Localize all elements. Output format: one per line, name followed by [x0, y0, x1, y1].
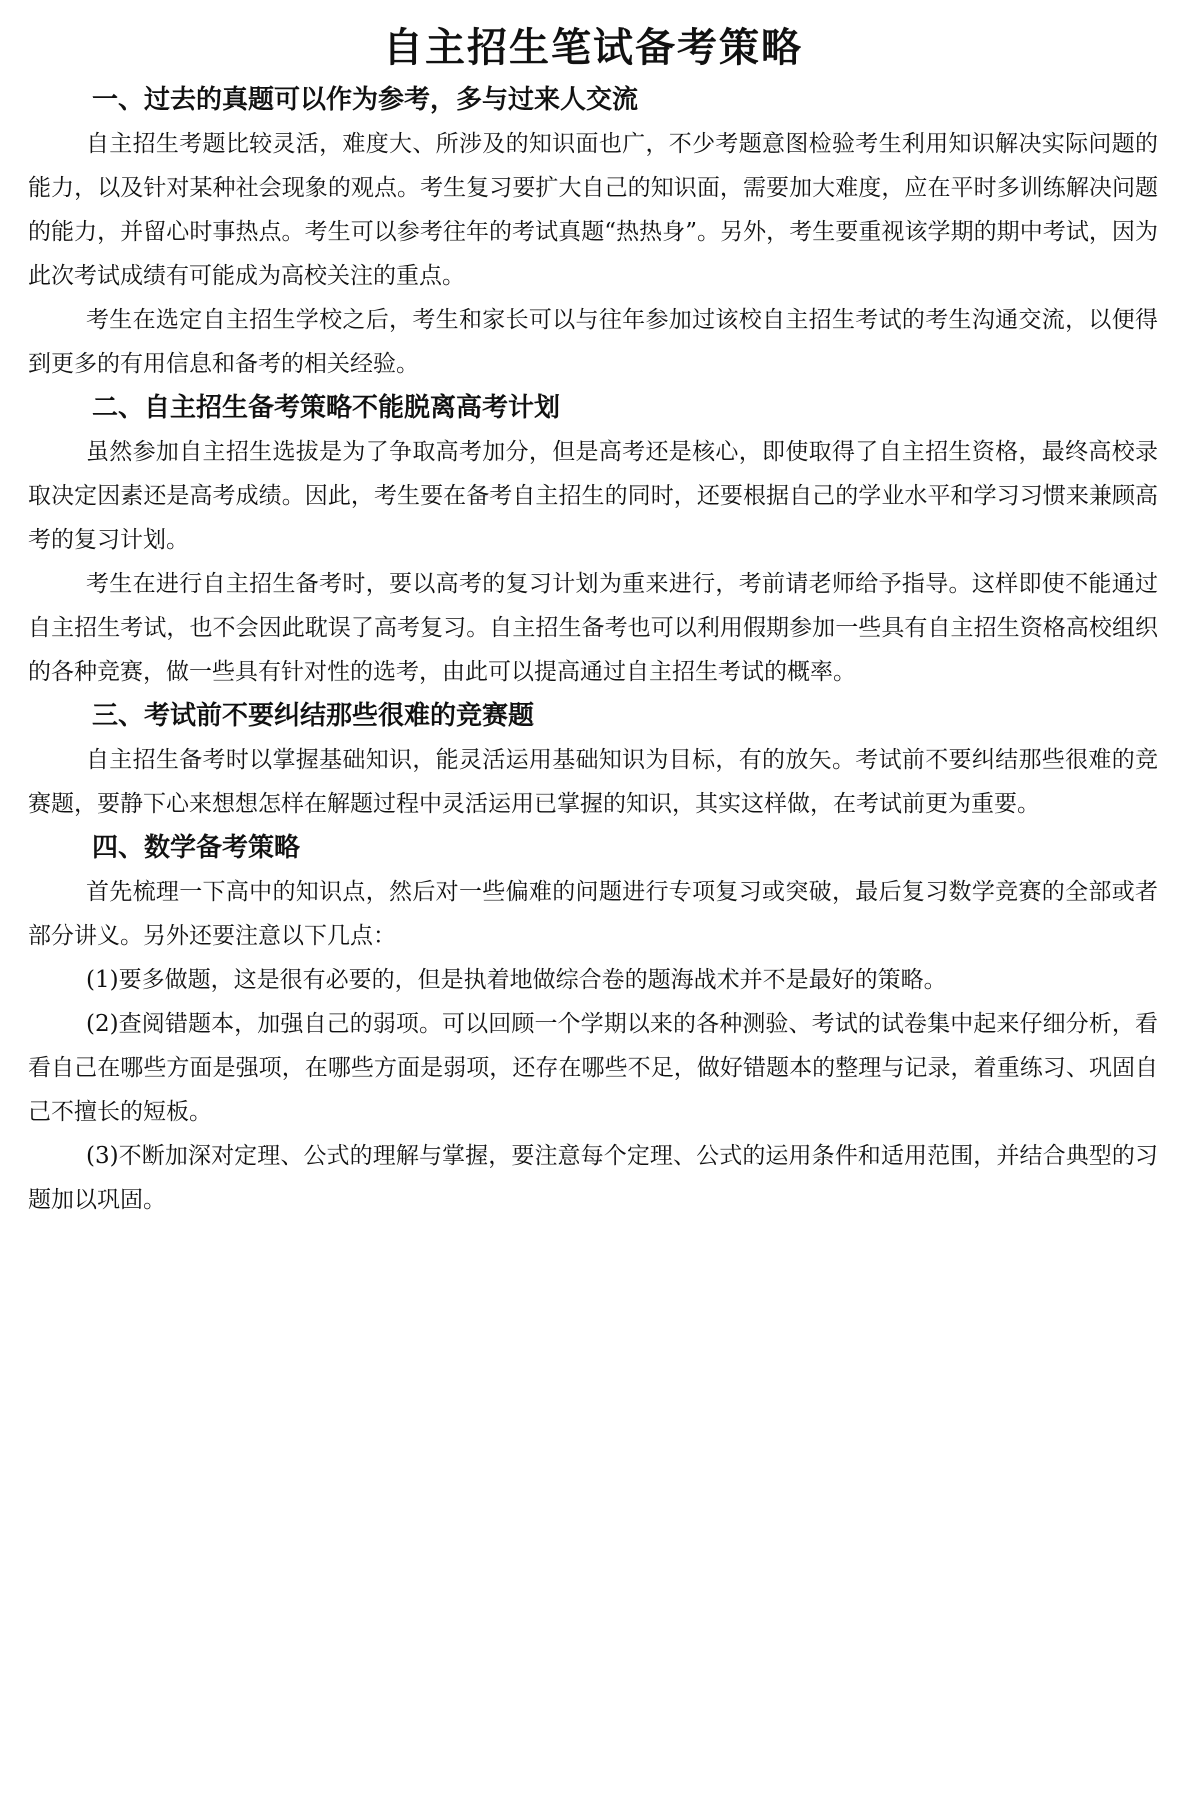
paragraph: 考生在选定自主招生学校之后，考生和家长可以与往年参加过该校自主招生考试的考生沟通交流，以便得到更多的有用信息和备考的相关经验。 — [28, 307, 1158, 377]
section-2 — [28, 386, 1158, 694]
paragraph: 自主招生考题比较灵活，难度大、所涉及的知识面也广，不少考题意图检验考生利用知识解决实际问题的能力，以及针对某种社会现象的观点。考生复习要扩大自己的知识面，需要加大难度，应在平时多训练解决问题的能力，并留心时事热点。考生可以参考往年的考试真题“热热身”。另外，考生要重视该学期的期中考试，因为此次考试成绩有可能成为高校关注的重点。 — [28, 131, 1158, 289]
list-item: (3)不断加深对定理、公式的理解与掌握，要注意每个定理、公式的运用条件和适用范围，并结合典型的习题加以巩固。 — [28, 1143, 1158, 1213]
section-heading: 二、自主招生备考策略不能脱离高考计划 — [92, 393, 561, 423]
paragraph: 考生在进行自主招生备考时，要以高考的复习计划为重来进行，考前请老师给予指导。这样即使不能通过自主招生考试，也不会因此耽误了高考复习。自主招生备考也可以利用假期参加一些具有自主招生资格高校组织的各种竞赛，做一些具有针对性的选考，由此可以提高通过自主招生考试的概率。 — [28, 571, 1158, 685]
section-heading: 四、数学备考策略 — [92, 833, 301, 863]
section-heading: 三、考试前不要纠结那些很难的竞赛题 — [92, 701, 535, 731]
section-3 — [28, 694, 1158, 826]
list-item: (2)查阅错题本，加强自己的弱项。可以回顾一个学期以来的各种测验、考试的试卷集中起来仔细分析，看看自己在哪些方面是强项，在哪些方面是弱项，还存在哪些不足，做好错题本的整理与记录，着重练习、巩固自己不擅长的短板。 — [28, 1011, 1158, 1125]
paragraph: 自主招生备考时以掌握基础知识，能灵活运用基础知识为目标，有的放矢。考试前不要纠结那些很难的竞赛题，要静下心来想想怎样在解题过程中灵活运用已掌握的知识，其实这样做，在考试前更为重要。 — [28, 747, 1158, 817]
section-heading: 一、过去的真题可以作为参考，多与过来人交流 — [92, 85, 639, 115]
paragraph: 虽然参加自主招生选拔是为了争取高考加分，但是高考还是核心，即使取得了自主招生资格，最终高校录取决定因素还是高考成绩。因此，考生要在备考自主招生的同时，还要根据自己的学业水平和学习习惯来兼顾高考的复习计划。 — [28, 439, 1158, 553]
document-page — [28, 18, 1158, 1222]
paragraph: 首先梳理一下高中的知识点，然后对一些偏难的问题进行专项复习或突破，最后复习数学竞赛的全部或者部分讲义。另外还要注意以下几点： — [28, 879, 1158, 949]
section-4 — [28, 826, 1158, 1222]
section-1 — [28, 78, 1158, 386]
page-title: 自主招生笔试备考策略 — [383, 25, 803, 71]
list-item: (1)要多做题，这是很有必要的，但是执着地做综合卷的题海战术并不是最好的策略。 — [86, 967, 947, 993]
